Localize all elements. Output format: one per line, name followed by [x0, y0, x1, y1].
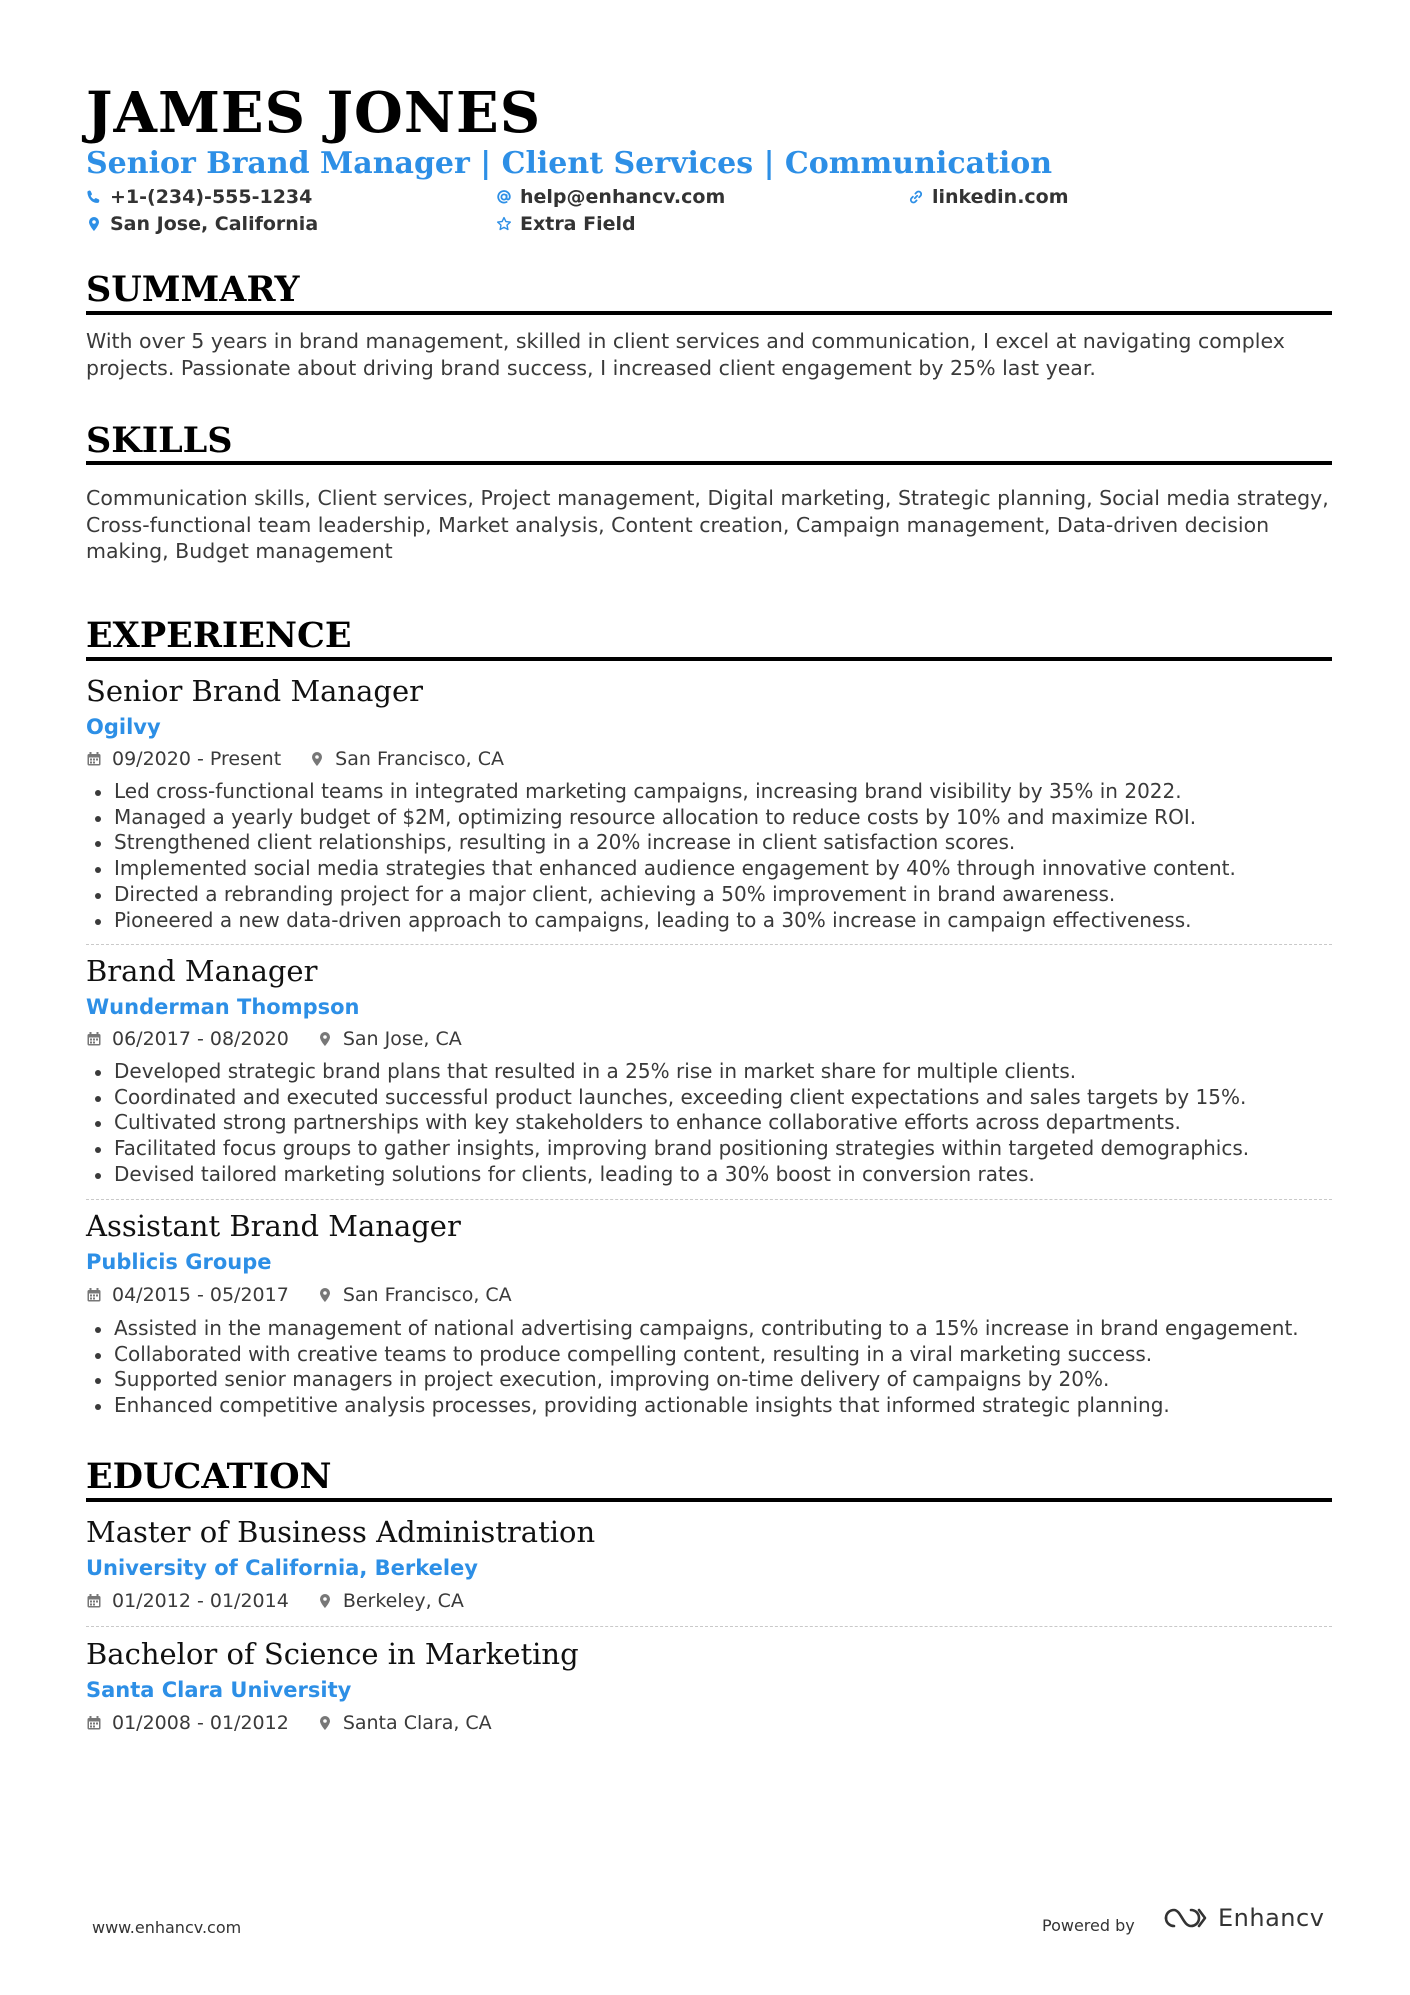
education-meta — [86, 1710, 492, 1736]
education-dates: 01/2008 - 01/2012 — [112, 1712, 289, 1734]
job-location: San Jose, CA — [342, 1028, 462, 1050]
education-location: Santa Clara, CA — [342, 1712, 492, 1734]
contact-email[interactable] — [496, 184, 725, 210]
job-title: Senior Brand Manager — [86, 674, 423, 708]
list-item: Pioneered a new data-driven approach to campaigns, leading to a 30% increase in campaign effectiveness. — [86, 908, 1332, 934]
calendar-icon — [86, 1031, 102, 1047]
list-item: Supported senior managers in project execution, improving on-time delivery of campaigns by 20%. — [86, 1367, 1332, 1393]
education-separator — [86, 1626, 1332, 1627]
contact-extra — [496, 211, 636, 237]
contact-row-2 — [86, 211, 1332, 237]
job-separator — [86, 1199, 1332, 1200]
list-item: Enhanced competitive analysis processes, providing actionable insights that informed strategic planning. — [86, 1393, 1332, 1419]
map-pin-icon — [317, 1287, 333, 1303]
map-pin-icon — [317, 1715, 333, 1731]
job-meta — [86, 746, 504, 772]
experience-heading: EXPERIENCE — [86, 615, 352, 656]
list-item: Coordinated and executed successful product launches, exceeding client expectations and sales targets by 15%. — [86, 1085, 1332, 1111]
education-dates: 01/2012 - 01/2014 — [112, 1590, 289, 1612]
at-icon — [496, 189, 512, 205]
powered-by-label: Powered by — [1042, 1916, 1135, 1935]
list-item: Directed a rebranding project for a major client, achieving a 50% improvement in brand awareness. — [86, 882, 1332, 908]
contact-location-text: San Jose, California — [110, 213, 319, 235]
map-pin-icon — [309, 751, 325, 767]
job-bullets — [86, 1059, 1332, 1188]
job-bullets — [86, 779, 1332, 933]
education-school[interactable]: Santa Clara University — [86, 1678, 352, 1702]
map-pin-icon — [317, 1031, 333, 1047]
job-location: San Francisco, CA — [335, 748, 505, 770]
contact-row-1 — [86, 184, 1332, 210]
contact-extra-text: Extra Field — [520, 213, 636, 235]
footer-url[interactable]: www.enhancv.com — [92, 1918, 242, 1937]
enhancv-logo-text: Enhancv — [1218, 1904, 1325, 1932]
job-bullets — [86, 1316, 1332, 1419]
enhancv-logo[interactable] — [1162, 1904, 1324, 1932]
summary-heading: SUMMARY — [86, 269, 300, 310]
link-icon — [908, 189, 924, 205]
job-title: Assistant Brand Manager — [86, 1209, 461, 1243]
calendar-icon — [86, 1287, 102, 1303]
job-meta — [86, 1282, 512, 1308]
contact-linkedin[interactable] — [908, 184, 1069, 210]
phone-icon — [86, 189, 102, 205]
list-item: Strengthened client relationships, resulting in a 20% increase in client satisfaction scores. — [86, 830, 1332, 856]
list-item: Devised tailored marketing solutions for clients, leading to a 30% boost in conversion rates. — [86, 1162, 1332, 1188]
contact-email-text: help@enhancv.com — [520, 186, 726, 208]
job-location: San Francisco, CA — [342, 1284, 512, 1306]
list-item: Facilitated focus groups to gather insights, improving brand positioning strategies within targeted demographics. — [86, 1136, 1332, 1162]
contact-phone[interactable] — [86, 184, 312, 210]
contact-location — [86, 211, 318, 237]
experience-divider — [86, 657, 1332, 661]
list-item: Managed a yearly budget of $2M, optimizing resource allocation to reduce costs by 10% and maximize ROI. — [86, 805, 1332, 831]
calendar-icon — [86, 1593, 102, 1609]
map-pin-icon — [86, 216, 102, 232]
list-item: Assisted in the management of national advertising campaigns, contributing to a 15% increase in brand engagement. — [86, 1316, 1332, 1342]
skills-heading: SKILLS — [86, 420, 233, 461]
list-item: Led cross-functional teams in integrated marketing campaigns, increasing brand visibility by 35% in 2022. — [86, 779, 1332, 805]
education-meta — [86, 1588, 464, 1614]
calendar-icon — [86, 751, 102, 767]
map-pin-icon — [317, 1593, 333, 1609]
skills-divider — [86, 461, 1332, 465]
education-divider — [86, 1498, 1332, 1502]
job-company[interactable]: Wunderman Thompson — [86, 995, 360, 1019]
job-dates: 06/2017 - 08/2020 — [112, 1028, 289, 1050]
list-item: Collaborated with creative teams to produce compelling content, resulting in a viral marketing success. — [86, 1342, 1332, 1368]
education-degree: Master of Business Administration — [86, 1515, 596, 1549]
enhancv-logo-icon — [1162, 1905, 1208, 1931]
calendar-icon — [86, 1715, 102, 1731]
education-degree: Bachelor of Science in Marketing — [86, 1637, 579, 1671]
candidate-headline: Senior Brand Manager | Client Services | Communication — [86, 146, 1053, 181]
job-title: Brand Manager — [86, 954, 318, 988]
list-item: Developed strategic brand plans that resulted in a 25% rise in market share for multiple clients. — [86, 1059, 1332, 1085]
contact-linkedin-text: linkedin.com — [932, 186, 1069, 208]
education-location: Berkeley, CA — [342, 1590, 464, 1612]
skills-text: Communication skills, Client services, Project management, Digital marketing, Strategic planning, Social media strategy, Cross-functional team leadership, Market analysis, Content creation, Campaign management, Data-driven decision making, Budget management — [86, 486, 1329, 563]
job-dates: 09/2020 - Present — [112, 748, 282, 770]
job-company[interactable]: Ogilvy — [86, 715, 161, 739]
summary-text: With over 5 years in brand management, skilled in client services and communication, I excel at navigating complex projects. Passionate about driving brand success, I increased client engagement by 25% last year. — [86, 329, 1285, 380]
candidate-name: JAMES JONES — [86, 80, 542, 146]
job-separator — [86, 944, 1332, 945]
star-icon — [496, 216, 512, 232]
education-school[interactable]: University of California, Berkeley — [86, 1556, 478, 1580]
list-item: Cultivated strong partnerships with key stakeholders to enhance collaborative efforts across departments. — [86, 1110, 1332, 1136]
list-item: Implemented social media strategies that enhanced audience engagement by 40% through innovative content. — [86, 856, 1332, 882]
job-dates: 04/2015 - 05/2017 — [112, 1284, 289, 1306]
job-meta — [86, 1026, 462, 1052]
summary-divider — [86, 311, 1332, 315]
contact-phone-text: +1-(234)-555-1234 — [110, 186, 313, 208]
education-heading: EDUCATION — [86, 1456, 332, 1497]
job-company[interactable]: Publicis Groupe — [86, 1250, 272, 1274]
